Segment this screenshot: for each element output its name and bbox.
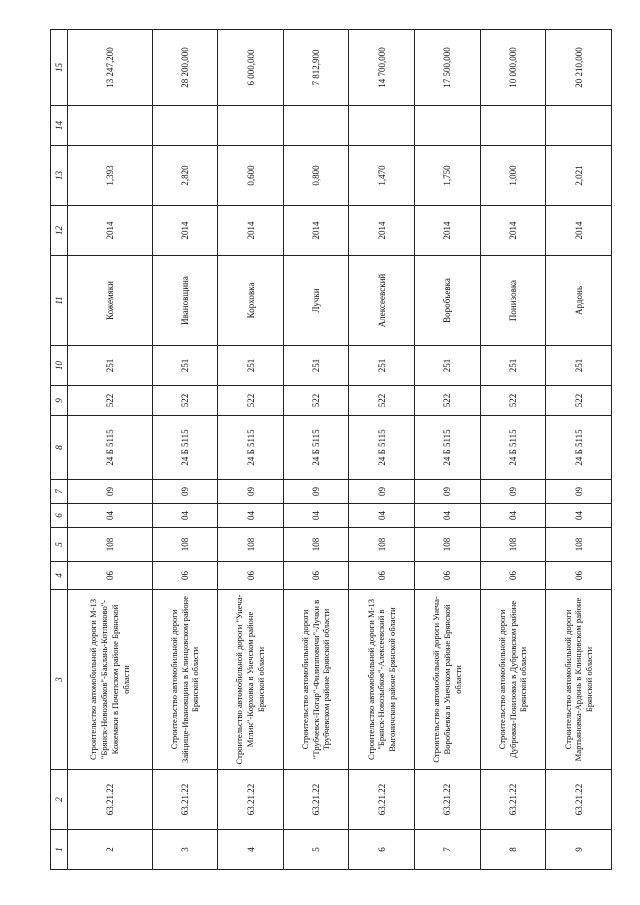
cell-desc: Строительство автомобильной дороги М-13 "Брянск-Новозыбков"-Алексеевский в Выгоничском районе Брянской области [349,590,415,770]
cell-desc: Строительство автомобильной дороги Мартьяновка-Ардонь в Клинцовском районе Брянской области [546,590,612,770]
cell-c6: 04 [546,504,612,528]
cell-c14 [283,106,349,146]
table-row [480,30,546,870]
cell-c4: 06 [68,562,153,590]
cell-n: 4 [218,830,284,870]
cell-c9: 522 [218,386,284,416]
cell-c11: Алексеевский [349,256,415,346]
cell-c10: 251 [415,346,481,386]
cell-c9: 522 [480,386,546,416]
cell-c5: 108 [152,528,218,562]
cell-c12: 2014 [415,206,481,256]
cell-desc: Строительство автомобильной дороги Унеча-Воробьевка в Унечском районе Брянской области [415,590,481,770]
cell-n: 7 [415,830,481,870]
cell-c8: 24 Б 5115 [415,416,481,480]
cell-c12: 2014 [283,206,349,256]
road-construction-table [50,29,612,870]
header-row [51,30,68,870]
cell-n: 2 [68,830,153,870]
cell-n: 9 [546,830,612,870]
cell-c10: 251 [480,346,546,386]
column-header-9: 9 [51,386,68,416]
cell-c14 [480,106,546,146]
cell-c4: 06 [480,562,546,590]
cell-c13: 0,800 [283,146,349,206]
cell-code: 63.21.22 [546,770,612,830]
cell-c7: 09 [152,480,218,504]
cell-c15: 14 700,000 [349,30,415,106]
cell-c15: 28 200,000 [152,30,218,106]
cell-c7: 09 [218,480,284,504]
cell-c10: 251 [283,346,349,386]
column-header-8: 8 [51,416,68,480]
cell-c7: 09 [283,480,349,504]
cell-code: 63.21.22 [152,770,218,830]
cell-c11: Кожемяки [68,256,153,346]
cell-desc: Строительство автомобильной дороги М-13 "Брянск-Новозыбков"-Баклань-Котляково"-Кожемяки в Почепском районе Брянской области [68,590,153,770]
cell-n: 6 [349,830,415,870]
column-header-12: 12 [51,206,68,256]
cell-c7: 09 [480,480,546,504]
cell-c4: 06 [218,562,284,590]
cell-c5: 108 [480,528,546,562]
cell-n: 8 [480,830,546,870]
cell-c13: 1,000 [480,146,546,206]
column-header-3: 3 [51,590,68,770]
cell-c5: 108 [415,528,481,562]
cell-c14 [68,106,153,146]
cell-code: 63.21.22 [349,770,415,830]
cell-c6: 04 [480,504,546,528]
column-header-4: 4 [51,562,68,590]
cell-c13: 2,820 [152,146,218,206]
column-header-2: 2 [51,770,68,830]
cell-c14 [152,106,218,146]
column-header-15: 15 [51,30,68,106]
cell-c11: Лучки [283,256,349,346]
cell-c10: 251 [218,346,284,386]
cell-c14 [218,106,284,146]
column-header-13: 13 [51,146,68,206]
column-header-14: 14 [51,106,68,146]
table-row [218,30,284,870]
cell-code: 63.21.22 [283,770,349,830]
table-row [68,30,153,870]
cell-n: 3 [152,830,218,870]
cell-c11: Понизовка [480,256,546,346]
cell-c14 [415,106,481,146]
cell-c15: 20 210,000 [546,30,612,106]
cell-c6: 04 [152,504,218,528]
cell-c15: 17 500,000 [415,30,481,106]
cell-c5: 108 [349,528,415,562]
cell-c15: 13 247,200 [68,30,153,106]
cell-c4: 06 [546,562,612,590]
cell-code: 63.21.22 [415,770,481,830]
cell-c5: 108 [283,528,349,562]
cell-desc: Строительство автомобильной дороги Зайцище-Ивановщина в Клинцовском районе Брянской области [152,590,218,770]
cell-c12: 2014 [68,206,153,256]
cell-c7: 09 [546,480,612,504]
cell-desc: Строительство автомобильной дороги Дубровка-Понизовка в Дубровском районе Брянской области [480,590,546,770]
cell-c6: 04 [415,504,481,528]
cell-c13: 1,750 [415,146,481,206]
rotated-table-container [50,30,612,870]
cell-c14 [546,106,612,146]
cell-c9: 522 [349,386,415,416]
cell-c15: 7 812,900 [283,30,349,106]
table-row [349,30,415,870]
cell-c6: 04 [349,504,415,528]
table-row [283,30,349,870]
cell-n: 5 [283,830,349,870]
cell-c13: 1,470 [349,146,415,206]
cell-c8: 24 Б 5115 [283,416,349,480]
cell-c10: 251 [546,346,612,386]
table-row [415,30,481,870]
column-header-7: 7 [51,480,68,504]
cell-c13: 2,021 [546,146,612,206]
cell-c9: 522 [546,386,612,416]
cell-c4: 06 [415,562,481,590]
cell-c13: 0,600 [218,146,284,206]
cell-c6: 04 [218,504,284,528]
cell-c4: 06 [283,562,349,590]
cell-c9: 522 [283,386,349,416]
cell-c4: 06 [349,562,415,590]
cell-c14 [349,106,415,146]
cell-c7: 09 [415,480,481,504]
cell-desc: Строительство автомобильной дороги "Трубчевск-Погар"-Филипповичи"-Лучки в Трубчевском районе Брянской области [283,590,349,770]
cell-c9: 522 [415,386,481,416]
cell-c11: Ивановщина [152,256,218,346]
cell-c7: 09 [68,480,153,504]
cell-c7: 09 [349,480,415,504]
cell-c12: 2014 [480,206,546,256]
column-header-10: 10 [51,346,68,386]
cell-c8: 24 Б 5115 [349,416,415,480]
cell-c5: 108 [546,528,612,562]
cell-c9: 522 [152,386,218,416]
cell-c10: 251 [152,346,218,386]
cell-code: 63.21.22 [68,770,153,830]
cell-c10: 251 [349,346,415,386]
cell-c8: 24 Б 5115 [546,416,612,480]
cell-c11: Корховка [218,256,284,346]
table-row [546,30,612,870]
column-header-1: 1 [51,830,68,870]
cell-c8: 24 Б 5115 [218,416,284,480]
cell-c11: Ардонь [546,256,612,346]
cell-c5: 108 [218,528,284,562]
cell-c12: 2014 [349,206,415,256]
cell-c15: 6 000,000 [218,30,284,106]
table-row [152,30,218,870]
cell-c13: 1,393 [68,146,153,206]
cell-c12: 2014 [218,206,284,256]
cell-c5: 108 [68,528,153,562]
cell-c8: 24 Б 5115 [480,416,546,480]
cell-c6: 04 [283,504,349,528]
cell-c9: 522 [68,386,153,416]
cell-c11: Воробьевка [415,256,481,346]
cell-desc: Строительство автомобильной дороги "Унеча-Мглин"-Корховка в Унечском районе Брянской области [218,590,284,770]
cell-c4: 06 [152,562,218,590]
column-header-6: 6 [51,504,68,528]
cell-code: 63.21.22 [218,770,284,830]
cell-code: 63.21.22 [480,770,546,830]
column-header-11: 11 [51,256,68,346]
cell-c12: 2014 [152,206,218,256]
column-header-5: 5 [51,528,68,562]
cell-c8: 24 Б 5115 [68,416,153,480]
cell-c10: 251 [68,346,153,386]
cell-c15: 10 000,000 [480,30,546,106]
cell-c8: 24 Б 5115 [152,416,218,480]
cell-c6: 04 [68,504,153,528]
cell-c12: 2014 [546,206,612,256]
